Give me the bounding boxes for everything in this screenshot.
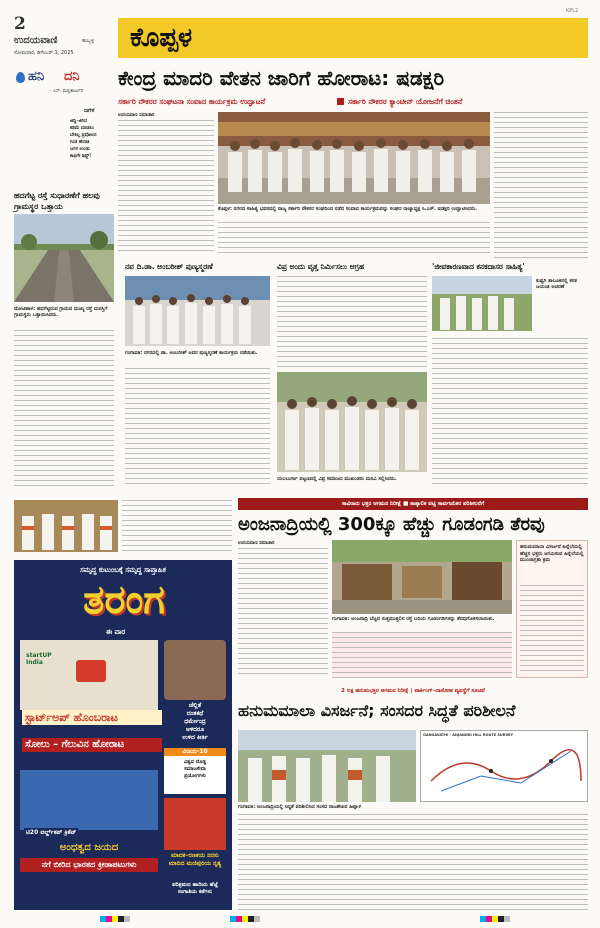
- anjanadri-sidebar: [516, 540, 588, 678]
- story-2b-photo: [277, 372, 427, 472]
- road-photo: [14, 214, 114, 302]
- ad-issue: ಈ ವಾರ: [106, 628, 126, 636]
- story-2a-photo: [125, 276, 270, 346]
- badge-line: ವಿಶ್ವದ ದೊಡ್ಡ: [183, 759, 207, 765]
- cricket-sub: ನಗೆ ಬೀರಿದ ಭಾರತದ ಕ್ರೀಡಾಪಟುಗಳು: [20, 858, 158, 872]
- left-story-headline: ಹದಗೆಟ್ಟ ರಸ್ತೆ ಸುಧಾರಣೆಗೆ ಹಲವು ಗ್ರಾಮಸ್ಥರ ಒತ್ತಾಯ: [14, 191, 100, 211]
- main-byline: ಉದಯವಾಣಿ ಸಮಾಚಾರ: [118, 113, 155, 118]
- ad-logo-ticker: startUP India: [26, 652, 52, 666]
- hanuma-caption: ಗಂಗಾವತಿ: ಅಂಜನಾದ್ರಿಯಲ್ಲಿ ಸಿದ್ಧತೆ ಪರಿಶೀಲಿಸಿದ ಸಂಸದ ರಾಜಶೇಖರ ಹಿಟ್ನಾಳ: [238, 804, 361, 810]
- story-2a-caption: ಗಂಗಾವತಿ: ನಗರದಲ್ಲಿ ಡಾ. ಅಂಬರೀಶ್ ಅವರ ಪುಣ್ಯಸ್ಮರಣೆ ಕಾರ್ಯಕ್ರಮ ನಡೆಯಿತು.: [125, 350, 258, 356]
- hanuma-photo: [238, 730, 416, 802]
- cover-line: ಚೆಲ್ಲಿತೆ: [188, 702, 202, 709]
- poem-title: ಜಗಳ: [84, 107, 95, 114]
- cover-person-photo: [164, 640, 226, 700]
- story-2c-headline: 'ಜೀವಕಾರಣವಾದ ಕನಕದಾಸರ ಸಾಹಿತ್ಯ': [432, 262, 525, 271]
- dance-photo: [164, 798, 226, 850]
- cricket-line: ಟಿ20 ವರ್ಲ್ಡ್‌ಕಪ್ ಕ್ರಿಕೆಟ್: [26, 829, 77, 836]
- corner-code: KPL2: [566, 8, 579, 14]
- hanuma-headline: ಹನುಮಮಾಲಾ ವಿಸರ್ಜನೆ; ಸಂಸದರ ಸಿದ್ಧತೆ ಪರಿಶೀಲನೆ: [238, 701, 516, 720]
- dani-title: ದನಿ: [64, 69, 80, 84]
- tharanga-ad[interactable]: [14, 560, 232, 910]
- main-headline: ಕೇಂದ್ರ ಮಾದರಿ ವೇತನ ಜಾರಿಗೆ ಹೋರಾಟ: ಷಡಕ್ಷರಿ: [118, 66, 445, 90]
- main-photo-caption: ಕೊಪ್ಪಳ: ನಗರದ ಸಾಹಿತ್ಯ ಭವನದಲ್ಲಿ ರಾಜ್ಯ ಸರ್ಕಾರಿ ನೌಕರರ ಸಂಘದಿಂದ ನಡೆದ ಸಂವಾದ ಕಾರ್ಯಕ್ರಮವನ್ನು ಸಂಘದ ರಾಜ್ಯಾಧ್ಯಕ್ಷ ಸಿ.ಎಸ್. ಷಡಕ್ಷರಿ ಉದ್ಘಾಟಿಸಿದರು.: [218, 206, 478, 212]
- badge-lines: [164, 759, 226, 780]
- main-subhead-right: ಸರ್ಕಾರಿ ನೌಕರರ ಕ್ಯಾಂಟೀನ್ ಯೋಜನೆಗೆ ಚಿಂತನೆ: [348, 97, 463, 106]
- badge-line: ಸಮಾಜಸೇವಾ: [184, 766, 206, 772]
- anjanadri-byline: ಉದಯವಾಣಿ ಸಮಾಚಾರ: [238, 541, 275, 546]
- hani-title: ಹನಿ: [28, 69, 45, 84]
- newspaper-name: ಉದಯವಾಣಿ: [14, 35, 58, 46]
- hanuma-body: [238, 814, 588, 910]
- story-2b-headline: ವಿಪ್ರ ಅಂದು ವೃತ್ತ ನಿರ್ಮಿಸಲು ಆಗ್ರಹ: [277, 262, 365, 271]
- poem-line: ಬೇಕಿಲ್ಲ ಪ್ರವೋಲನ: [70, 133, 97, 138]
- section-title: ಕೊಪ್ಪಳ: [130, 23, 193, 53]
- badge-line: ಪ್ರಯೋಗಗಳು: [184, 773, 206, 779]
- story-2b-caption: ಯಲಬುರ್ಗಾ ಪಟ್ಟಣದಲ್ಲಿ ವಿಪ್ರ ಸಮಾಜದ ಮುಖಂಡರು ಮನವಿ ಸಲ್ಲಿಸಿದರು.: [277, 476, 397, 482]
- story-2b-body: [277, 276, 427, 368]
- story-2a-body: [125, 368, 270, 488]
- poem-author: - ಎಸ್. ಮಲ್ಲಿಕಾರ್ಜುನ: [50, 89, 84, 94]
- story-2c-caption: ಕುಷ್ಟಗಿ ತಾಲೂಕಿನಲ್ಲಿ ಕನಕ ಜಯಂತಿ ಆಚರಣೆ: [536, 278, 577, 290]
- anjanadri-caption: ಗಂಗಾವತಿ: ಅಂಜನಾದ್ರಿ ಬೆಟ್ಟದ ಸುತ್ತಮುತ್ತಲಿನ ರಸ್ತೆ ಬದಿಯ ಗೂಡಂಗಡಿಗಳನ್ನು ತೆರವುಗೊಳಿಸಲಾಯಿತು.: [332, 616, 495, 622]
- main-story-body-mid: [218, 222, 490, 256]
- ad-footer: ಪರಿಶ್ರಮದ ಹಾದಿಯ ಹೆಜ್ಜೆ ಸಂಗಾತಿಯ ಕತೆಗಳು: [172, 882, 218, 895]
- sidebar-body: [520, 585, 584, 673]
- anjanadri-kicker: ಸಾವಿರಾರು ಭಕ್ತರ ಆಗಮನ ನಿರೀಕ್ಷೆ ■ ತಾತ್ಕಾಲಿಕ ಪಟ್ಟಿ ಸಾರ್ವಜನಿಕರ ಪರಿಶೀಲನೆಗೆ: [238, 498, 588, 510]
- story-2c-body: [432, 338, 588, 488]
- hani-dani-box: [14, 64, 114, 164]
- cover-person-text: [164, 702, 226, 742]
- main-photo: [218, 112, 490, 204]
- badge-box: [164, 748, 226, 794]
- cricket-title: ಅಂಧತ್ವದ ಜಯದ: [59, 842, 119, 853]
- startup-title: ಸ್ಟಾರ್ಟ್‌ಅಪ್ ಹೊಂಬರಾಟ: [22, 710, 162, 725]
- dance-title: ಮಾದಕ–ರಣಕಯ ನನಸು ಮಾದಿದ ಮಣಿಪುರಿಯ ನೃತ್ಯ: [168, 852, 222, 867]
- cricket-photo: [20, 770, 158, 830]
- subhead-square: [337, 98, 344, 105]
- cover-line: ದಂತಕಥೆ: [186, 710, 204, 717]
- route-map: [420, 730, 588, 802]
- left-story-body: [14, 330, 114, 490]
- felicitation-photo: [14, 500, 118, 552]
- anjanadri-photo: [332, 540, 512, 614]
- badge-top: ವಿಜಯ-10: [164, 748, 226, 756]
- poem-line: ಜಿದ್ದಿ–ಜಿಗಿದ: [70, 119, 87, 124]
- main-subhead-left: ಸರ್ಕಾರಿ ನೌಕರರ ಸಂಘಟನಾ ಸಂವಾದ ಕಾರ್ಯಕ್ರಮ ಉದ್ಘಾಟನೆ: [118, 97, 266, 106]
- poem-lines: [70, 118, 120, 160]
- registration-marks-mid: [230, 916, 260, 922]
- drop-icon: [16, 72, 25, 83]
- anjanadri-headline: ಅಂಜನಾದ್ರಿಯಲ್ಲಿ 300ಕ್ಕೂ ಹೆಚ್ಚು ಗೂಡಂಗಡಿ ತೆರವು: [238, 514, 545, 535]
- felicitation-body: [122, 500, 232, 552]
- startup-subtitle: ಸೋಲು – ಗೆಲುವಿನ ಹೋರಾಟ: [22, 738, 162, 752]
- hanuma-kicker: 2 ಲಕ್ಷ ಹನುಮಭಕ್ತರ ಆಗಮನ ನಿರೀಕ್ಷೆ | ಪಾರ್ಕಿಂಗ್–ದಾಸೋಹ ವ್ಯವಸ್ಥೆಗೆ ಸೂಚನೆ: [341, 688, 485, 694]
- story-2a-headline: ನವ ದಿ.ಡಾ. ಅಂಬರೀಶ್ ಪುಣ್ಯಸ್ಮರಣೆ: [125, 262, 213, 271]
- poem-line: ಜಗಳ ಉಂಡು: [70, 147, 90, 152]
- main-story-body-left: [118, 120, 214, 255]
- anjanadri-body-left: [238, 548, 328, 678]
- registration-marks-right: [480, 916, 510, 922]
- poem-line: ಗಂಡ ಹೆಂಡತಿ: [70, 140, 90, 145]
- story-2c-photo: [432, 276, 532, 331]
- map-title: GANGAVATHI - ANJANDRI HILL ROUTE SURVEY: [423, 733, 514, 737]
- date-line: ಸೋಮವಾರ, ಡಿಸೆಂಬರ್ 1, 2025: [14, 50, 74, 56]
- cover-line: ಅಳಿದರೂ: [185, 726, 205, 733]
- food-delivery-icon: [76, 660, 106, 682]
- ad-brand: ತರಂಗ: [83, 577, 165, 623]
- poem-line: ಕಡಿಮೆ ಮಾಡಲು: [70, 126, 94, 131]
- road-photo-caption: ದೋಟಿಹಾಳ: ಹದಗೆಟ್ಟಿರುವ ಗ್ರಾಮದ ಮುಖ್ಯ ರಸ್ತೆ ದುರಸ್ತಿಗೆ ಗ್ರಾಮಸ್ಥರು ಒತ್ತಾಯಿಸಿದರು.: [14, 306, 108, 318]
- cover-line: ಧರ್ಮೇಂದ್ರ: [184, 718, 206, 725]
- poem-line: ಕಾಫಿಗೇ ಶಿಫ್ಟ್!: [70, 154, 92, 159]
- ad-tagline: ಸಮೃದ್ಧ ಕುಟುಂಬಕ್ಕೆ ಸಮೃದ್ಧ ಸಾಪ್ತಾಹಿಕ: [80, 566, 166, 574]
- sidebar-text: ಹನುಮಮಾಲಾ ವಿಸರ್ಜನೆ ಹಿನ್ನೆಲೆಯಲ್ಲಿ ಹೆಚ್ಚಿನ ಭಕ್ತರು ಆಗಮಿಸುವ ಹಿನ್ನೆಲೆಯಲ್ಲಿ ಮುಂಜಾಗ್ರತಾ ಕ್ರಮ: [520, 544, 584, 563]
- page-number: 2: [14, 14, 26, 34]
- cover-line: ಉಳಿದ ಕೀರ್ತಿ: [182, 734, 208, 741]
- edition-label: ಹುಬ್ಬಳ್ಳಿ: [82, 38, 95, 44]
- main-story-body-right: [494, 112, 588, 258]
- anjanadri-body-mid: [332, 632, 512, 678]
- registration-marks-left: [100, 916, 130, 922]
